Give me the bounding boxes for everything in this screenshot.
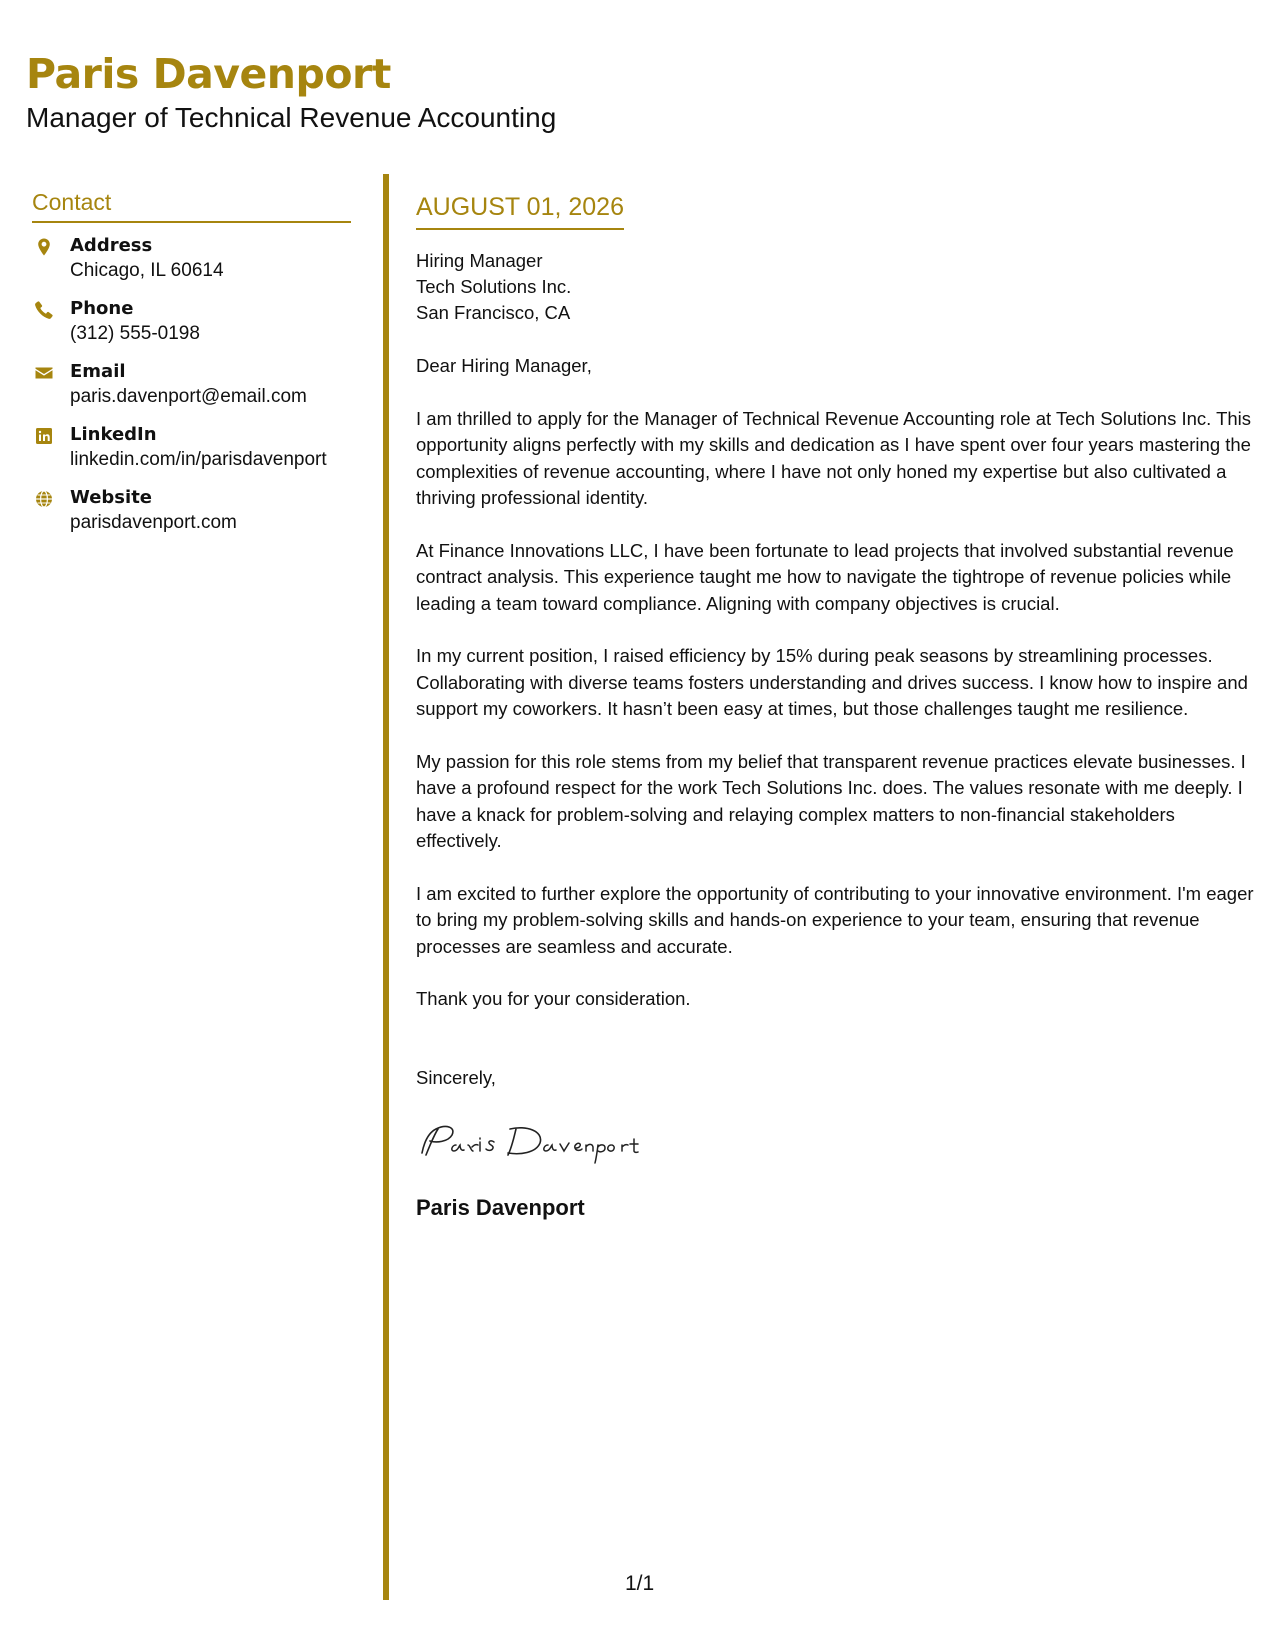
paragraph: My passion for this role stems from my belief that transparent revenue practices elevate businesses. I have a profound respect for the work Tech Solutions Inc. does. The values resonate with me deeply. I have a knack for problem-solving and relaying complex matters to non-financial stakeholders effectively. (416, 750, 1246, 851)
contact-item-website (32, 485, 351, 548)
paragraph: I am excited to further explore the opportunity of contributing to your innovative environment. I'm eager to bring my problem-solving skills and hands-on experience to your team, ensuring that revenue processes are seamless and accurate. (416, 882, 1254, 957)
paragraph: At Finance Innovations LLC, I have been fortunate to lead projects that involved substantial revenue contract analysis. This experience taught me how to navigate the tightrope of revenue policies while leading a team toward compliance. Aligning with company objectives is crucial. (416, 539, 1234, 614)
contact-list (32, 233, 351, 548)
letter-header (26, 48, 556, 135)
map-pin-icon (34, 237, 54, 257)
contact-item-phone (32, 296, 351, 359)
salutation: Dear Hiring Manager, (416, 355, 592, 376)
contact-label: LinkedIn (70, 424, 157, 445)
paragraph: In my current position, I raised efficiency by 15% during peak seasons by streamlining processes. Collaborating with diverse teams fosters understanding and drives success. I know how to inspire and support my coworkers. It hasn’t been easy at times, but those challenges taught me resilience. (416, 645, 1248, 719)
envelope-icon (34, 363, 54, 383)
address-value: Chicago, IL 60614 (70, 260, 224, 281)
recipient-line: San Francisco, CA (416, 302, 571, 323)
contact-item-linkedin (32, 422, 351, 485)
recipient-line: Hiring Manager (416, 250, 543, 271)
letter-body (416, 190, 1256, 1223)
phone-icon (34, 300, 54, 320)
contact-label: Email (70, 361, 126, 382)
applicant-title: Manager of Technical Revenue Accounting (26, 102, 557, 133)
signed-name: Paris Davenport (416, 1195, 585, 1220)
page-number: 1/1 (625, 1572, 655, 1595)
email-value: paris.davenport@email.com (70, 386, 307, 407)
website-value: parisdavenport.com (70, 512, 237, 533)
linkedin-value: linkedin.com/in/parisdavenport (70, 449, 327, 470)
linkedin-icon (34, 426, 54, 446)
contact-sidebar (32, 188, 351, 548)
globe-icon (34, 489, 54, 509)
applicant-name: Paris Davenport (26, 50, 391, 98)
handwritten-signature (416, 1115, 686, 1165)
letter-date: AUGUST 01, 2026 (416, 190, 624, 230)
contact-item-address (32, 233, 351, 296)
recipient-line: Tech Solutions Inc. (416, 276, 572, 297)
contact-heading: Contact (32, 188, 351, 223)
recipient-block (416, 248, 1256, 326)
closing: Sincerely, (416, 1066, 496, 1088)
paragraph: Thank you for your consideration. (416, 988, 691, 1009)
paragraph: I am thrilled to apply for the Manager of Technical Revenue Accounting role at Tech Solutions Inc. This opportunity aligns perfectly with my skills and dedication as I have spent over four years mastering the complexities of revenue accounting, where I have not only honed my expertise but also cultivated a thriving professional identity. (416, 407, 1252, 508)
phone-value: (312) 555-0198 (70, 323, 200, 344)
contact-label: Phone (70, 298, 134, 319)
contact-label: Address (70, 235, 153, 256)
contact-label: Website (70, 487, 153, 508)
contact-item-email (32, 359, 351, 422)
vertical-divider (383, 174, 389, 1600)
